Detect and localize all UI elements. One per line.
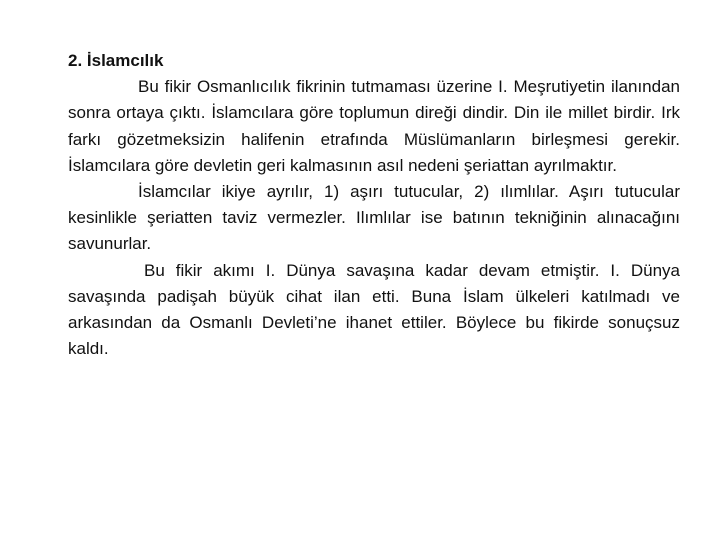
paragraph-1: Bu fikir Osmanlıcılık fikrinin tutmaması üzerine I. Meşrutiyetin ilanından sonra ortaya çıktı. İslamcılara göre toplumun direği dindir. Din ile millet birdir. Irk farkı gözetmeksizin halifenin etrafında Müslümanların birleşmesi gerekir. İslamcılara göre devletin geri kalmasının asıl nedeni şeriattan ayrılmaktır. [68, 77, 680, 175]
paragraph-2: İslamcılar ikiye ayrılır, 1) aşırı tutucular, 2) ılımlılar. Aşırı tutucular kesinlikle şeriatten taviz vermezler. Ilımlılar ise batının tekniğinin alınacağını savunurlar. [68, 182, 680, 254]
text-body [68, 48, 680, 362]
section-heading: 2. İslamcılık [68, 51, 164, 70]
paragraph-3: Bu fikir akımı I. Dünya savaşına kadar devam etmiştir. I. Dünya savaşında padişah büyük cihat ilan etti. Buna İslam ülkeleri katılmadı ve arkasından da Osmanlı Devleti’ne ihanet ettiler. Böylece bu fikirde sonuçsuz kaldı. [68, 260, 680, 359]
